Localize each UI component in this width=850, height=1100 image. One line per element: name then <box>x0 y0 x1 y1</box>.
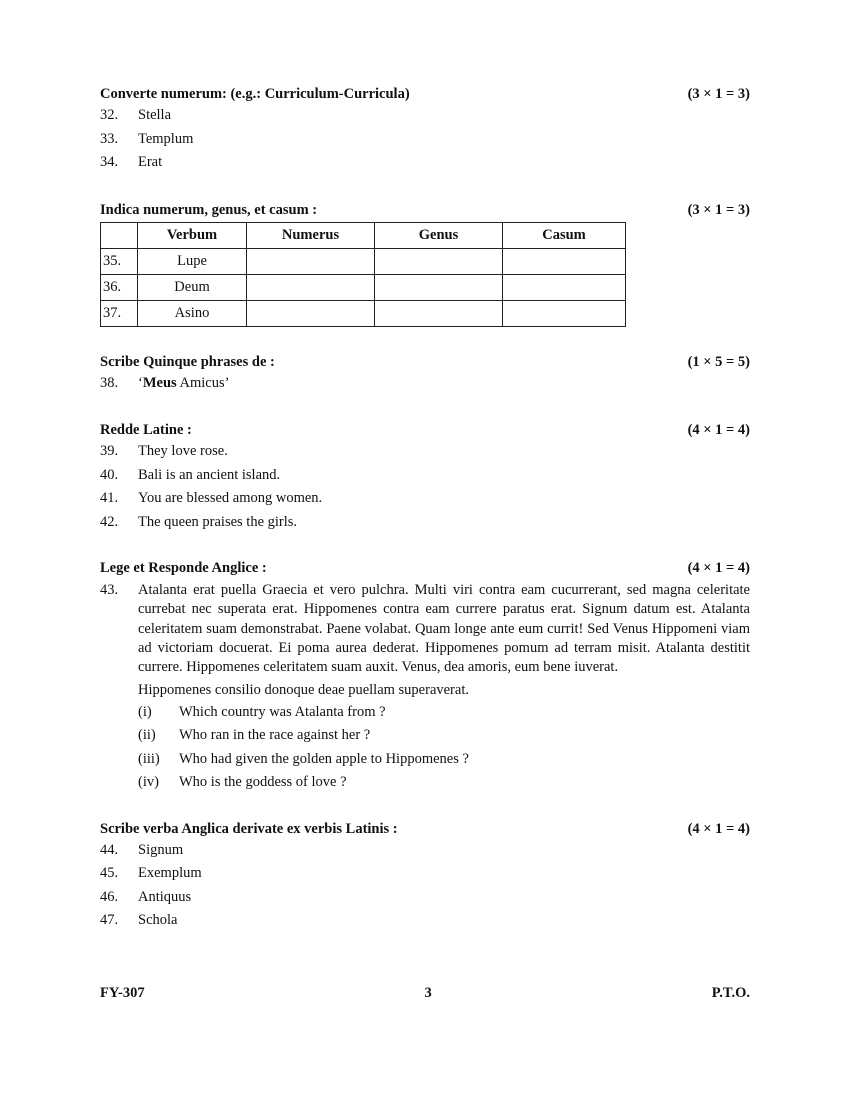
question-number: 45. <box>100 865 119 882</box>
section-3-header <box>100 352 750 372</box>
reading-passage: Atalanta erat puella Graecia et vero pulchra. Multi viri contra eam cucurrerant, sed magna celeritate currebat nec superata erat. Hippomenes contra eam currere paratus erat. Signum datum est. Atalanta celeritatem suam demonstrabat. Paene volabat. Quam longe ante eum currit! Sed Venus Hippomeni viam ad victoriam docuerat. Ei poma aurea dederat. Hippomenes pomum ad terram misit. Atalanta destitit currere. Hippomenes celeritatem suam auxit. Venus, dea amoris, eum bene iuverat. <box>138 582 750 676</box>
sub-question-number: (iii) <box>138 750 160 767</box>
row-number: 35. <box>101 248 138 274</box>
section-2-header <box>100 200 750 220</box>
sub-question-number: (ii) <box>138 727 156 744</box>
col-header-number <box>101 222 138 248</box>
question-47 <box>100 909 750 933</box>
section-1-marks: (3 × 1 = 3) <box>687 86 750 102</box>
question-number: 47. <box>100 912 119 929</box>
casum-cell <box>503 300 626 326</box>
section-1-title: Converte numerum: (e.g.: Curriculum-Curricula) <box>100 86 410 102</box>
question-45 <box>100 862 750 886</box>
grammar-table <box>100 222 626 327</box>
section-6-title: Scribe verba Anglica derivate ex verbis Latinis : <box>100 820 398 837</box>
row-number: 36. <box>101 274 138 300</box>
genus-cell <box>375 300 503 326</box>
col-header-numerus: Numerus <box>247 222 375 248</box>
section-4-title: Redde Latine : <box>100 422 192 438</box>
sub-question-iii <box>138 748 750 772</box>
row-number: 37. <box>101 300 138 326</box>
question-43 <box>100 581 750 701</box>
question-40 <box>100 464 750 488</box>
sub-question-iv <box>138 771 750 795</box>
question-text: They love rose. <box>138 443 228 459</box>
section-5-marks: (4 × 1 = 4) <box>687 560 750 576</box>
question-number: 38. <box>100 374 119 391</box>
question-text: The queen praises the girls. <box>138 513 298 530</box>
question-number: 44. <box>100 841 119 858</box>
section-2-title: Indica numerum, genus, et casum : <box>100 201 318 218</box>
section-6-marks: (4 × 1 = 4) <box>687 820 750 837</box>
question-number: 32. <box>100 107 119 123</box>
col-header-casum: Casum <box>503 222 626 248</box>
question-41 <box>100 487 750 511</box>
question-text: Antiquus <box>138 888 192 905</box>
exam-page <box>100 84 750 933</box>
sub-question-text: Who had given the golden apple to Hippomenes ? <box>179 750 469 767</box>
section-4-marks: (4 × 1 = 4) <box>687 422 750 438</box>
question-39 <box>100 440 750 464</box>
reading-passage-last: Hippomenes consilio donoque deae puellam superaverat. <box>138 682 469 699</box>
question-46 <box>100 886 750 910</box>
section-5-header <box>100 558 750 578</box>
numerus-cell <box>247 248 375 274</box>
sub-question-number: (i) <box>138 703 152 720</box>
question-number: 40. <box>100 466 119 483</box>
question-33 <box>100 128 750 152</box>
page-footer <box>100 985 750 1002</box>
question-32 <box>100 104 750 128</box>
question-text: Schola <box>138 912 178 929</box>
question-text: Signum <box>138 841 184 858</box>
genus-cell <box>375 248 503 274</box>
paper-code: FY-307 <box>100 985 145 1001</box>
row-word: Lupe <box>138 248 247 274</box>
question-text: Exemplum <box>138 865 202 882</box>
question-text: Templum <box>138 130 194 147</box>
section-1-header <box>100 84 750 104</box>
table-header-row <box>101 222 626 248</box>
question-34 <box>100 151 750 175</box>
question-number: 39. <box>100 443 119 459</box>
question-text: Erat <box>138 154 163 170</box>
please-turn-over: P.T.O. <box>711 985 750 1001</box>
sub-question-number: (iv) <box>138 774 159 791</box>
row-word: Deum <box>138 274 247 300</box>
section-5-title: Lege et Responde Anglice : <box>100 560 267 576</box>
col-header-genus: Genus <box>375 222 503 248</box>
section-6-header <box>100 819 750 839</box>
section-3-marks: (1 × 5 = 5) <box>687 353 750 370</box>
numerus-cell <box>247 274 375 300</box>
genus-cell <box>375 274 503 300</box>
sub-question-text: Which country was Atalanta from ? <box>179 703 386 720</box>
question-38 <box>100 372 750 396</box>
question-text: Stella <box>138 107 172 123</box>
table-row <box>101 300 626 326</box>
casum-cell <box>503 274 626 300</box>
question-text: Bali is an ancient island. <box>138 466 281 483</box>
section-4-header <box>100 420 750 440</box>
question-number: 42. <box>100 513 119 530</box>
question-44 <box>100 839 750 863</box>
question-number: 43. <box>100 582 119 598</box>
question-42 <box>100 511 750 535</box>
sub-question-i <box>138 701 750 725</box>
open-quote: ‘ <box>138 374 143 391</box>
question-number: 46. <box>100 888 119 905</box>
page-number: 3 <box>424 985 432 1001</box>
table-row <box>101 248 626 274</box>
question-number: 34. <box>100 154 119 170</box>
question-number: 33. <box>100 130 119 147</box>
sub-question-ii <box>138 724 750 748</box>
section-3-title: Scribe Quinque phrases de : <box>100 353 275 370</box>
numerus-cell <box>247 300 375 326</box>
casum-cell <box>503 248 626 274</box>
bold-word: Meus <box>142 374 177 391</box>
question-text: You are blessed among women. <box>138 490 323 506</box>
col-header-verbum: Verbum <box>138 222 247 248</box>
table-row <box>101 274 626 300</box>
row-word: Asino <box>138 300 247 326</box>
question-rest: Amicus’ <box>176 374 230 391</box>
question-text <box>138 372 229 396</box>
sub-question-text: Who ran in the race against her ? <box>179 727 371 744</box>
section-2-marks: (3 × 1 = 3) <box>687 201 750 218</box>
question-number: 41. <box>100 490 119 506</box>
sub-question-text: Who is the goddess of love ? <box>179 774 347 791</box>
